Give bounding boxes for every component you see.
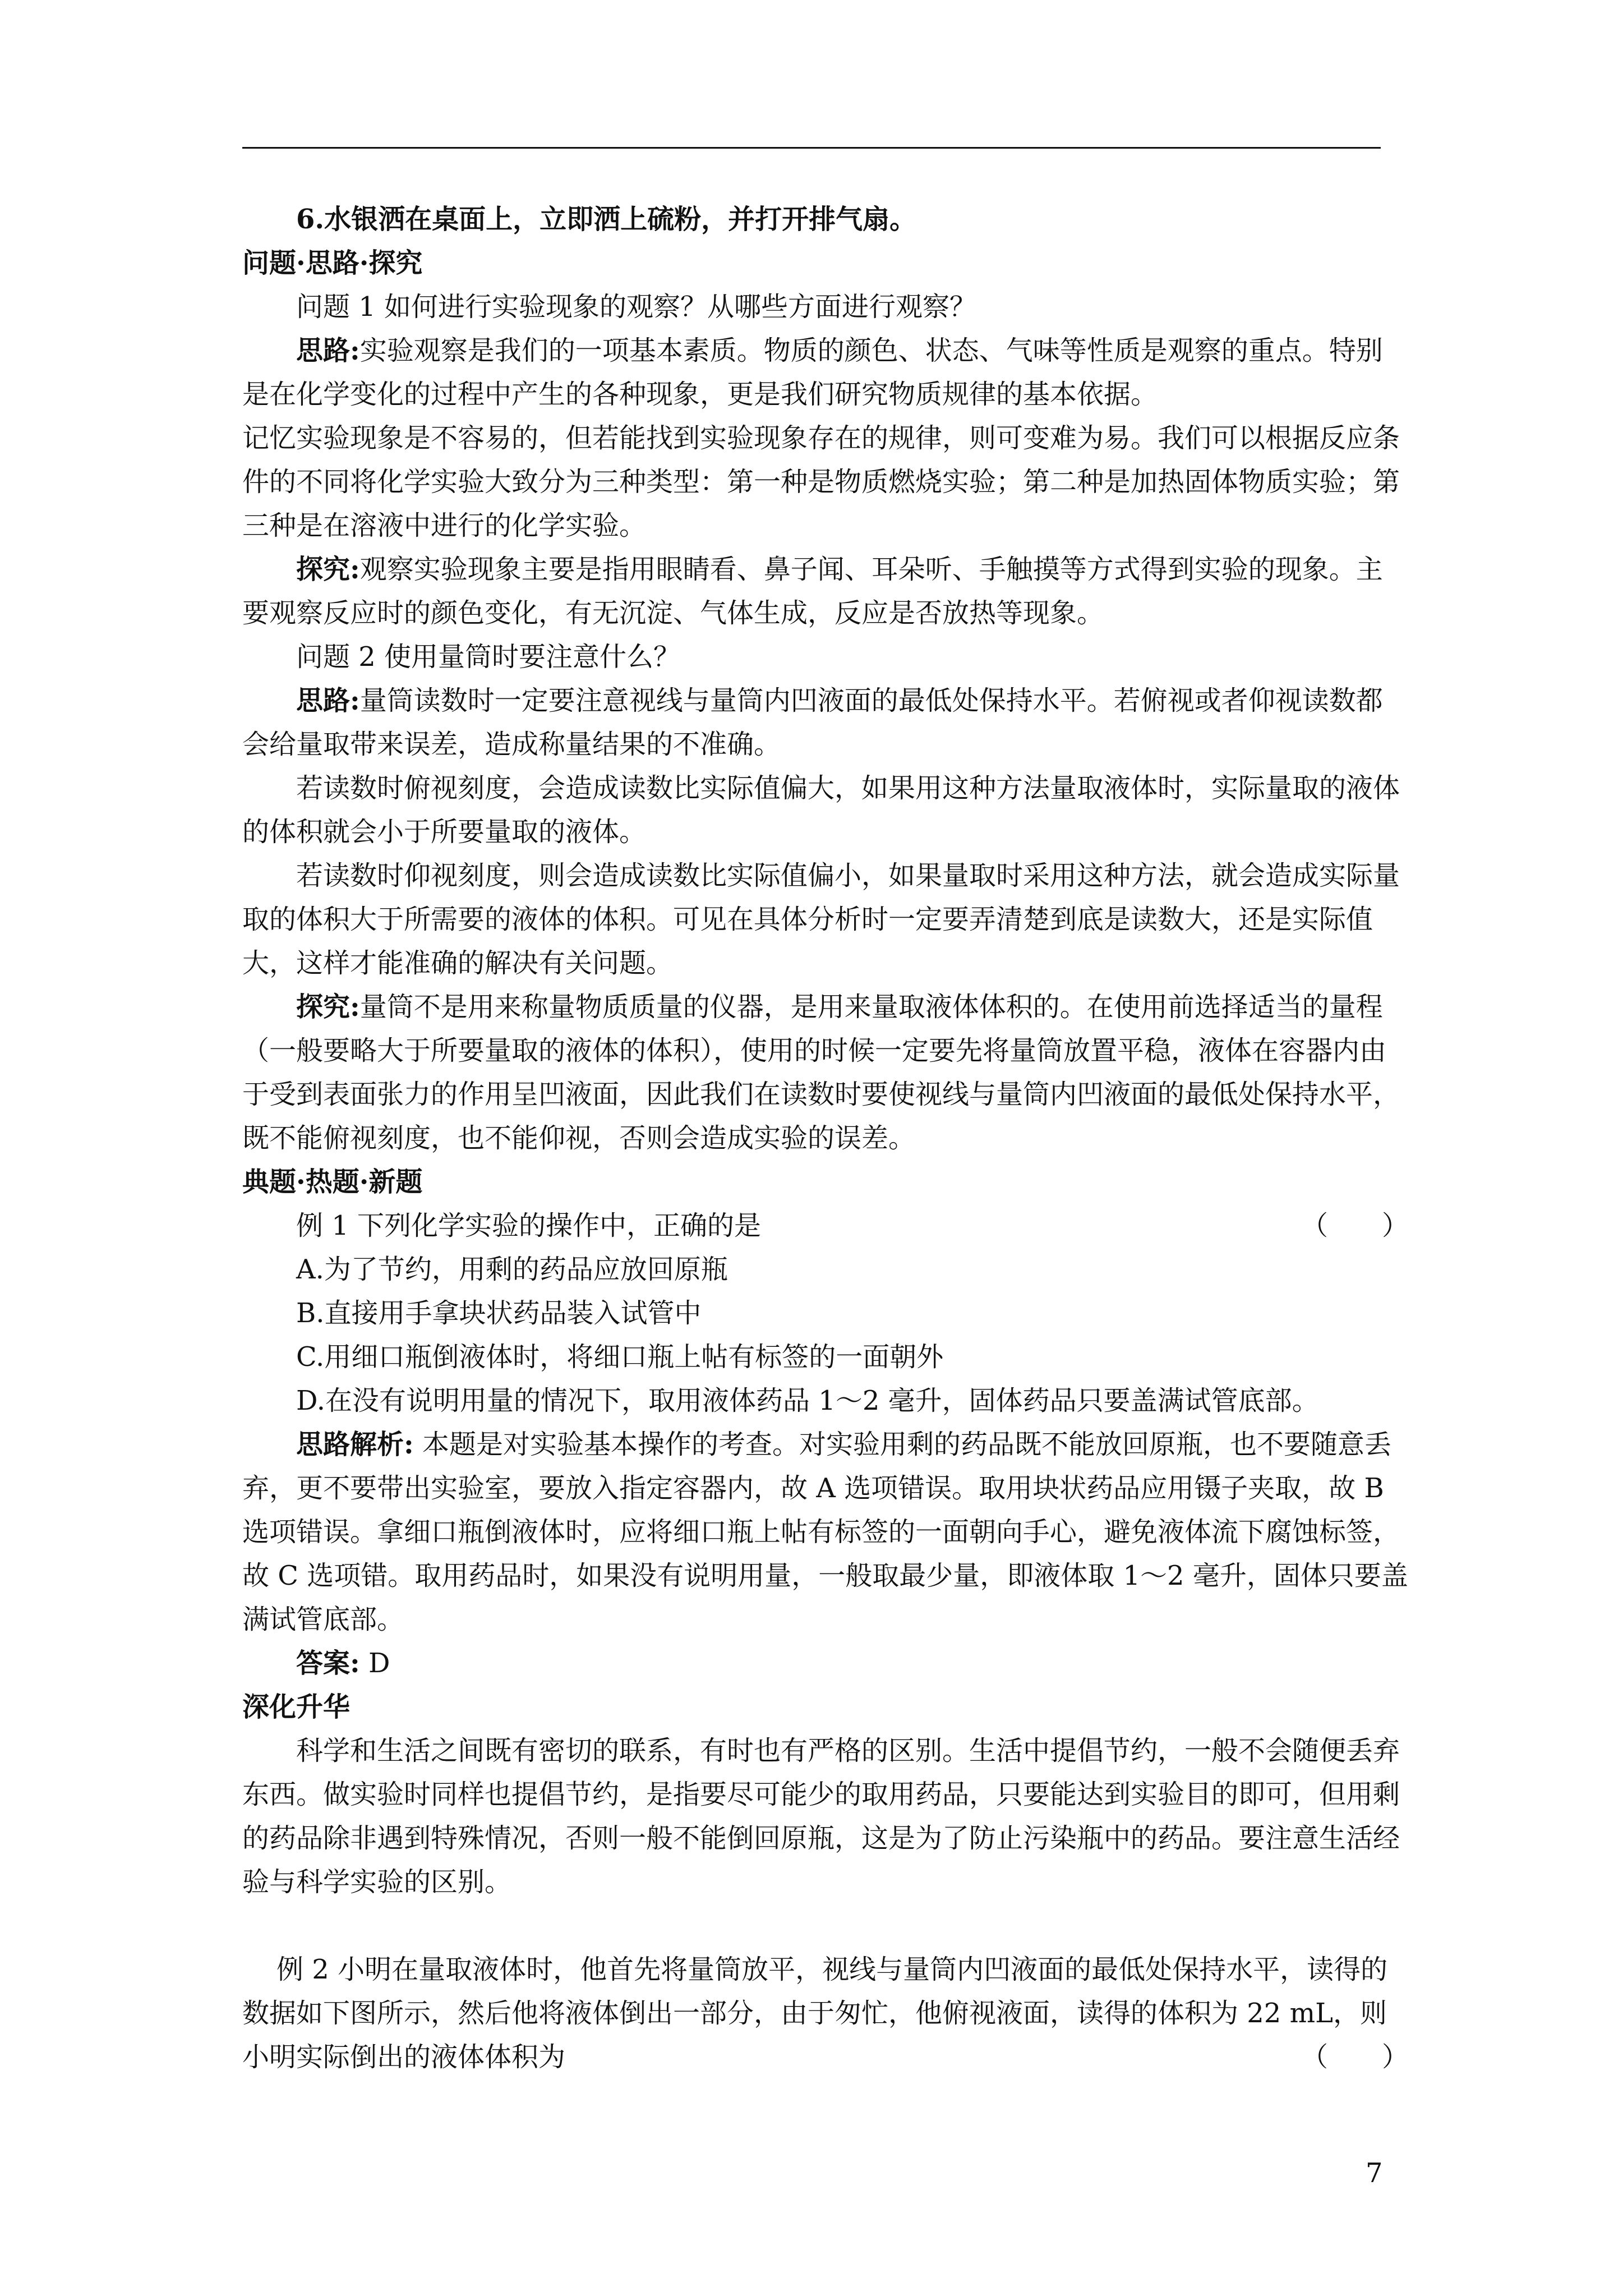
section-heading-examples: 典题·热题·新题 bbox=[242, 1166, 423, 1198]
question-1: 问题 1 如何进行实验现象的观察？从哪些方面进行观察？ bbox=[296, 291, 977, 323]
thought-text: 实验观察是我们的一项基本素质。物质的颜色、状态、气味等性质是观察的重点。特别是在化学变化的过程中产生的各种现象，更是我们研究物质规律的基本依据。 bbox=[242, 335, 1383, 410]
analysis-label: 思路解析: bbox=[296, 1429, 414, 1460]
question-1-explore bbox=[242, 547, 1409, 635]
question-2: 问题 2 使用量筒时要注意什么？ bbox=[296, 641, 681, 673]
question-1-memory-paragraph: 记忆实验现象是不容易的，但若能找到实验现象存在的规律，则可变难为易。我们可以根据反应条件的不同将化学实验大致分为三种类型：第一种是物质燃烧实验；第二种是加热固体物质实验；第三种是在溶液中进行的化学实验。 bbox=[242, 422, 1400, 541]
answer-label: 答案: bbox=[296, 1648, 360, 1679]
page-number: 7 bbox=[1366, 2157, 1383, 2189]
analysis-text: 本题是对实验基本操作的考查。对实验用剩的药品既不能放回原瓶，也不要随意丢弃，更不要带出实验室，要放入指定容器内，故 A 选项错误。取用块状药品应用镊子夹取，故 B 选项错误。拿细口瓶倒液体时，应将细口瓶上帖有标签的一面朝向手心，避免液体流下腐蚀标签，故 C 选项错。取用药品时，如果没有说明用量，一般取最少量，即液体取 1～2 毫升，固体只要盖满试管底部。 bbox=[242, 1429, 1408, 1635]
section-heading-questions: 问题·思路·探究 bbox=[242, 247, 423, 279]
question-2-paragraph-3: 若读数时仰视刻度，则会造成读数比实际值偏小，如果量取时采用这种方法，就会造成实际量取的体积大于所需要的液体的体积。可见在具体分析时一定要弄清楚到底是读数大，还是实际值大，这样才能准确的解决有关问题。 bbox=[242, 860, 1400, 979]
question-2-explore bbox=[242, 985, 1409, 1160]
header-rule bbox=[242, 147, 1381, 149]
example-2-stem bbox=[242, 1904, 1409, 2123]
answer-text: D bbox=[359, 1648, 390, 1679]
explore-label: 探究: bbox=[296, 554, 360, 585]
question-2-thought bbox=[242, 679, 1409, 766]
example-1-stem bbox=[242, 1204, 1409, 1248]
question-1-thought bbox=[242, 329, 1409, 416]
explore-label: 探究: bbox=[296, 991, 360, 1023]
thought-text: 量筒读数时一定要注意视线与量筒内凹液面的最低处保持水平。若俯视或者仰视读数都会给量取带来误差，造成称量结果的不准确。 bbox=[242, 685, 1383, 760]
example-1-text: 例 1 下列化学实验的操作中，正确的是 bbox=[296, 1210, 762, 1241]
option-a: A.为了节约，用剩的药品应放回原瓶 bbox=[296, 1254, 728, 1285]
answer-blank: （ ） bbox=[1301, 1210, 1409, 1241]
deepen-paragraph: 科学和生活之间既有密切的联系，有时也有严格的区别。生活中提倡节约，一般不会随便丢弃东西。做实验时同样也提倡节约，是指要尽可能少的取用药品，只要能达到实验目的即可，但用剩的药品除非遇到特殊情况，否则一般不能倒回原瓶，这是为了防止污染瓶中的药品。要注意生活经验与科学实验的区别。 bbox=[242, 1735, 1400, 1898]
example-1-answer bbox=[242, 1641, 1409, 1685]
thought-label: 思路: bbox=[296, 685, 360, 716]
document-body bbox=[242, 197, 1409, 2123]
explore-text: 观察实验现象主要是指用眼睛看、鼻子闻、耳朵听、手触摸等方式得到实验的现象。主要观察反应时的颜色变化，有无沉淀、气体生成，反应是否放热等现象。 bbox=[242, 554, 1383, 629]
section-heading-deepen: 深化升华 bbox=[242, 1691, 351, 1723]
thought-label: 思路: bbox=[296, 335, 360, 366]
question-2-paragraph-2: 若读数时俯视刻度，会造成读数比实际值偏大，如果用这种方法量取液体时，实际量取的液体的体积就会小于所要量取的液体。 bbox=[242, 772, 1400, 848]
option-b: B.直接用手拿块状药品装入试管中 bbox=[296, 1297, 702, 1329]
explore-text: 量筒不是用来称量物质质量的仪器，是用来量取液体体积的。在使用前选择适当的量程（一般要略大于所要量取的液体的体积），使用的时候一定要先将量筒放置平稳，液体在容器内由于受到表面张力的作用呈凹液面，因此我们在读数时要使视线与量筒内凹液面的最低处保持水平，既不能俯视刻度，也不能仰视，否则会造成实验的误差。 bbox=[242, 991, 1400, 1154]
example-1-analysis bbox=[242, 1423, 1409, 1641]
answer-blank: （ ） bbox=[1301, 2041, 1409, 2073]
intro-safety-note: 6.水银洒在桌面上，立即洒上硫粉，并打开排气扇。 bbox=[296, 204, 917, 235]
option-c: C.用细口瓶倒液体时，将细口瓶上帖有标签的一面朝外 bbox=[296, 1341, 944, 1373]
option-d: D.在没有说明用量的情况下，取用液体药品 1～2 毫升，固体药品只要盖满试管底部。 bbox=[296, 1385, 1319, 1416]
example-2-text: 例 2 小明在量取液体时，他首先将量筒放平，视线与量筒内凹液面的最低处保持水平，读得的数据如下图所示，然后他将液体倒出一部分，由于匆忙，他俯视液面，读得的体积为 22 mL，则小明实际倒出的液体体积为 bbox=[242, 1954, 1388, 2073]
